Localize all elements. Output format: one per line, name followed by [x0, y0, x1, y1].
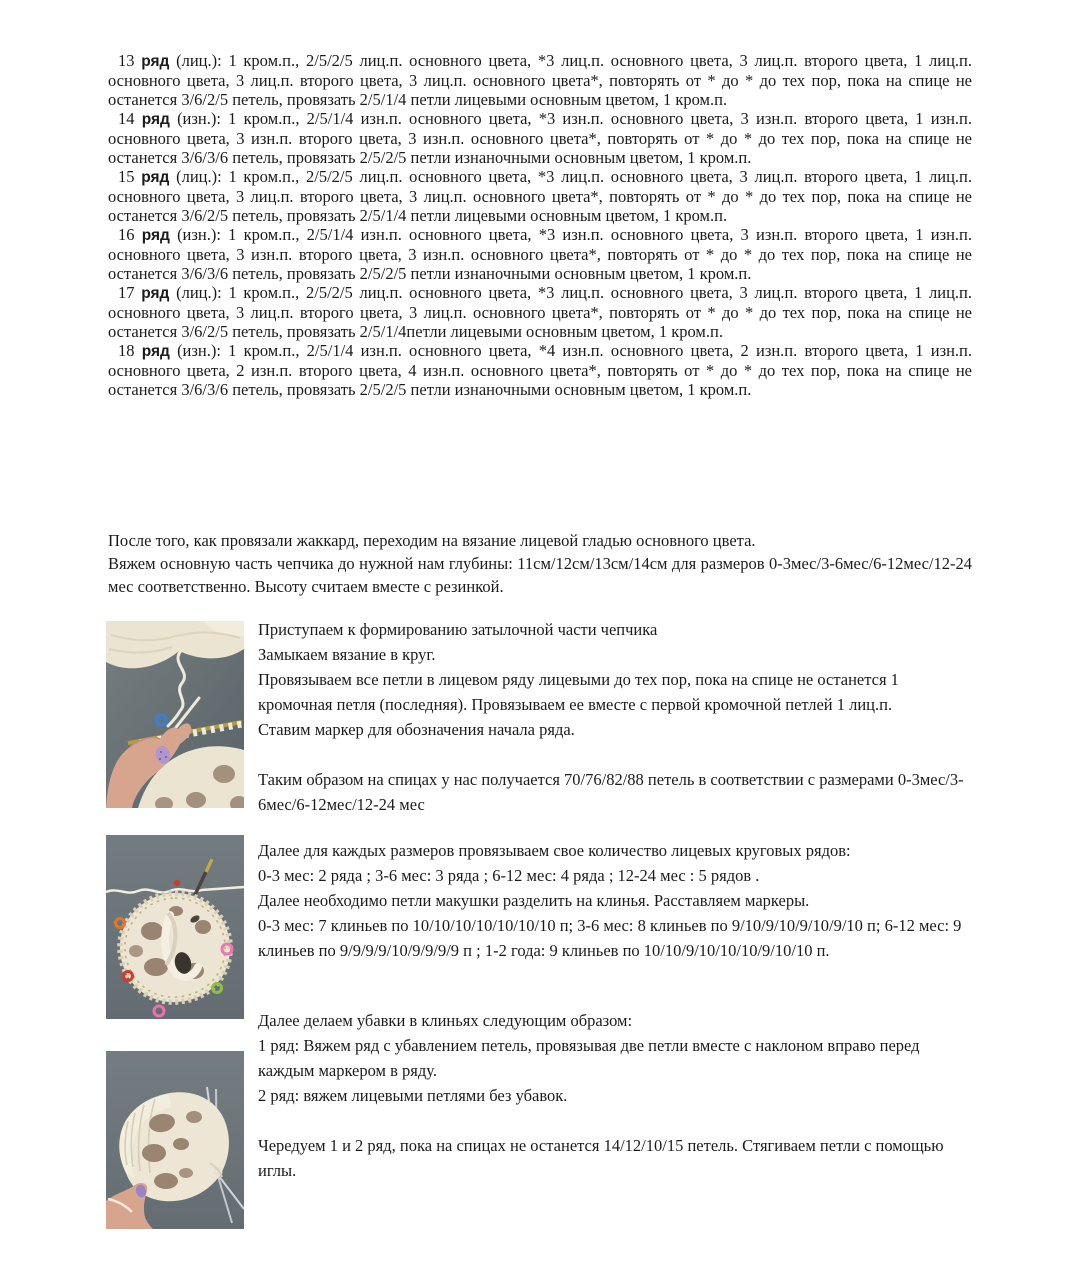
row-instructions: (изн.): 1 кром.п., 2/5/1/4 изн.п. основного цвета, *3 изн.п. основного цвета, 3 изн.п. второго цвета, 1 изн.п. основного цвета, 3 изн.п. второго цвета, 3 изн.п. основного цвета*, повторять от * до * до тех пор, пока на спице не останется 3/6/3/6 петель, провязать 2/5/2/5 петли изнаночными основным цветом, 1 кром.п. — [108, 109, 972, 167]
figure-3-text — [258, 1008, 975, 1183]
row-number: 15 — [118, 167, 135, 186]
intro-paragraph-2: Вяжем основную часть чепчика до нужной нам глубины: 11см/12см/13см/14см для размеров 0-3мес/3-6мес/6-12мес/12-24 мес соответственно. Высоту считаем вместе с резинкой. — [108, 554, 972, 596]
pattern-row-15 — [108, 167, 972, 225]
pattern-rows-section — [108, 51, 972, 399]
fig2-line-4: 0-3 мес: 7 клиньев по 10/10/10/10/10/10/10 п; 3-6 мес: 8 клиньев по 9/10/9/10/9/10/9/10 п; 6-12 мес: 9 клиньев по 9/9/9/9/10/9/9/9/9 п ; 1-2 года: 9 клиньев по 10/10/9/10/10/10/9/10/10 п. — [258, 916, 962, 960]
after-jacquard-section — [108, 529, 972, 598]
fig1-line-1: Приступаем к формированию затылочной части чепчика — [258, 620, 658, 639]
fig1-line-5: Таким образом на спицах у нас получается 70/76/82/88 петель в соответствии с размерами 0-3мес/3-6мес/6-12мес/12-24 мес — [258, 770, 964, 814]
fig1-line-4: Ставим маркер для обозначения начала ряда. — [258, 720, 575, 739]
row-label: ряд — [141, 285, 170, 302]
knitting-photo-3-illustration — [106, 1051, 244, 1229]
pattern-row-18 — [108, 341, 972, 399]
fig3-line-2: 1 ряд: Вяжем ряд с убавлением петель, провязывая две петли вместе с наклоном вправо перед каждым маркером в ряду. — [258, 1036, 920, 1080]
fig1-line-2: Замыкаем вязание в круг. — [258, 645, 436, 664]
fig2-line-1: Далее для каждых размеров провязываем свое количество лицевых круговых рядов: — [258, 841, 851, 860]
pattern-row-17 — [108, 283, 972, 341]
fig3-line-3: 2 ряд: вяжем лицевыми петлями без убавок. — [258, 1086, 568, 1105]
row-label: ряд — [141, 111, 170, 128]
photo-crown-divided-with-markers — [106, 835, 244, 1019]
knitting-photo-2-illustration — [106, 835, 244, 1019]
pattern-row-13 — [108, 51, 972, 109]
row-number: 14 — [118, 109, 135, 128]
row-instructions: (изн.): 1 кром.п., 2/5/1/4 изн.п. основного цвета, *3 изн.п. основного цвета, 3 изн.п. второго цвета, 1 изн.п. основного цвета, 3 изн.п. второго цвета, 3 изн.п. основного цвета*, повторять от * до * до тех пор, пока на спице не останется 3/6/3/6 петель, провязать 2/5/2/5 петли изнаночными основным цветом, 1 кром.п. — [108, 225, 972, 283]
fig3-line-4: Чередуем 1 и 2 ряд, пока на спицах не останется 14/12/10/15 петель. Стягиваем петли с помощью иглы. — [258, 1136, 944, 1180]
knitting-photo-1-illustration — [106, 621, 244, 808]
row-number: 13 — [118, 51, 135, 70]
fig1-line-3: Провязываем все петли в лицевом ряду лицевыми до тех пор, пока на спице не останется 1 кромочная петля (последняя). Провязываем ее вместе с первой кромочной петлей 1 лиц.п. — [258, 670, 899, 714]
fig3-line-1: Далее делаем убавки в клиньях следующим образом: — [258, 1011, 633, 1030]
fig2-line-3: Далее необходимо петли макушки разделить на клинья. Расставляем маркеры. — [258, 891, 810, 910]
pattern-row-16 — [108, 225, 972, 283]
row-label: ряд — [141, 343, 170, 360]
row-instructions: (изн.): 1 кром.п., 2/5/1/4 изн.п. основного цвета, *4 изн.п. основного цвета, 2 изн.п. второго цвета, 1 изн.п. основного цвета, 2 изн.п. второго цвета, 4 изн.п. основного цвета*, повторять от * до * до тех пор, пока на спице не останется 3/6/3/6 петель, провязать 2/5/2/5 петли изнаночными основным цветом, 1 кром.п. — [108, 341, 972, 399]
row-number: 17 — [118, 283, 135, 302]
row-instructions: (лиц.): 1 кром.п., 2/5/2/5 лиц.п. основного цвета, *3 лиц.п. основного цвета, 3 лиц.п. второго цвета, 1 лиц.п. основного цвета, 3 лиц.п. второго цвета, 3 лиц.п. основного цвета*, повторять от * до * до тех пор, пока на спице не останется 3/6/2/5 петель, провязать 2/5/1/4 петли лицевыми основным цветом, 1 кром.п. — [108, 51, 973, 109]
photo-closing-knitting-into-round — [106, 621, 244, 808]
row-number: 18 — [118, 341, 135, 360]
row-label: ряд — [141, 227, 170, 244]
figure-1-text — [258, 617, 975, 817]
row-number: 16 — [118, 225, 135, 244]
row-label: ряд — [141, 169, 170, 186]
row-instructions: (лиц.): 1 кром.п., 2/5/2/5 лиц.п. основного цвета, *3 лиц.п. основного цвета, 3 лиц.п. второго цвета, 1 лиц.п. основного цвета, 3 лиц.п. второго цвета, 3 лиц.п. основного цвета*, повторять от * до * до тех пор, пока на спице не останется 3/6/2/5 петель, провязать 2/5/1/4 петли лицевыми основным цветом, 1 кром.п. — [108, 167, 973, 225]
photo-finished-crown-decreases — [106, 1051, 244, 1229]
row-instructions: (лиц.): 1 кром.п., 2/5/2/5 лиц.п. основного цвета, *3 лиц.п. основного цвета, 3 лиц.п. второго цвета, 1 лиц.п. основного цвета, 3 лиц.п. второго цвета, 3 лиц.п. основного цвета*, повторять от * до * до тех пор, пока на спице не останется 3/6/2/5 петель, провязать 2/5/1/4петли лицевыми основным цветом, 1 кром.п. — [108, 283, 973, 341]
fig2-line-2: 0-3 мес: 2 ряда ; 3-6 мес: 3 ряда ; 6-12 мес: 4 ряда ; 12-24 мес : 5 рядов . — [258, 866, 760, 885]
row-label: ряд — [141, 53, 170, 70]
pattern-row-14 — [108, 109, 972, 167]
intro-paragraph-1: После того, как провязали жаккард, переходим на вязание лицевой гладью основного цвета. — [108, 531, 756, 550]
figure-2-text — [258, 838, 975, 963]
